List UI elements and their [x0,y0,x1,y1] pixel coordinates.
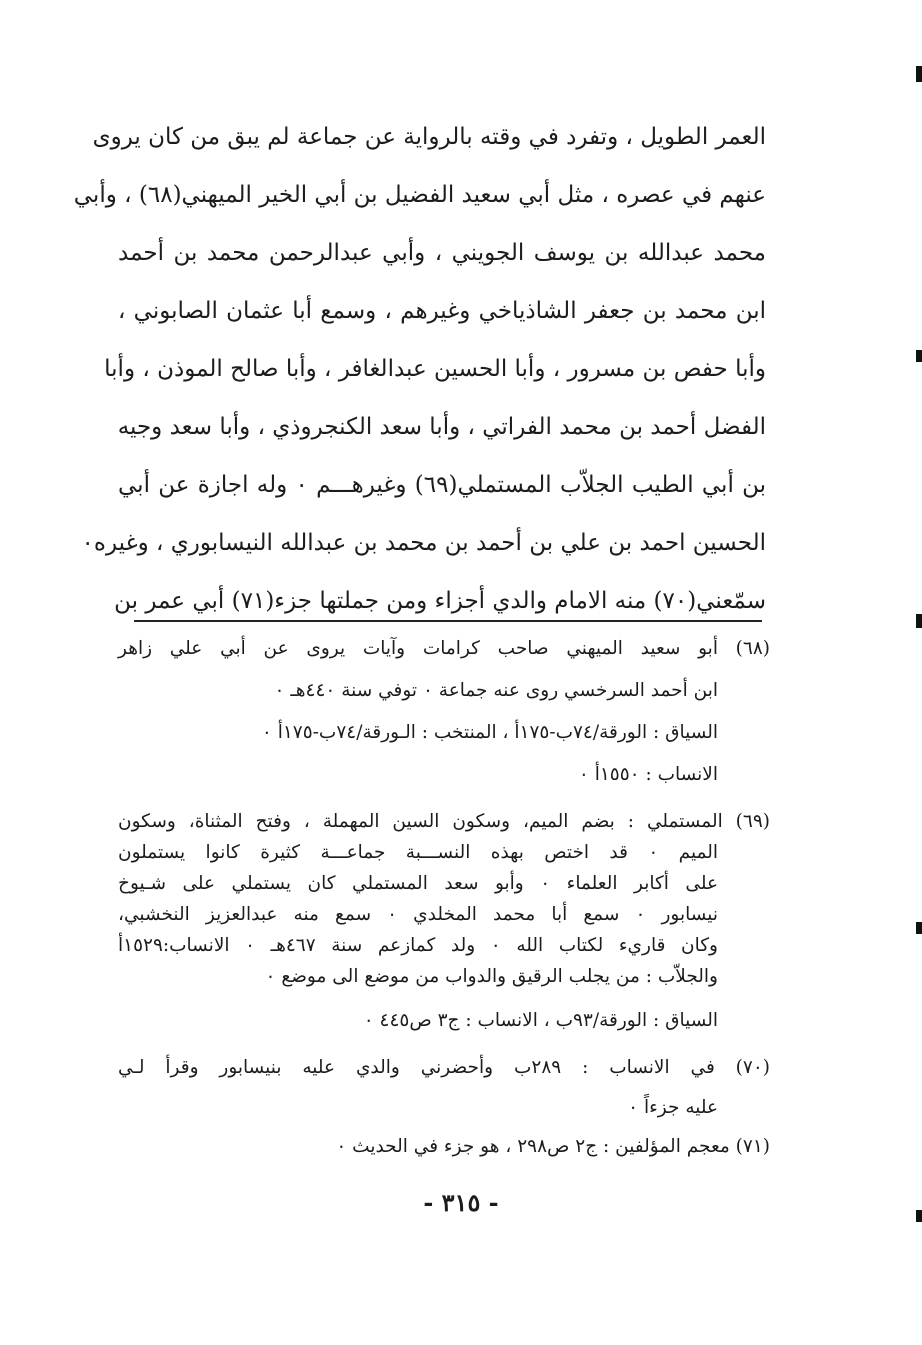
main-text [73,108,767,630]
footnote-71 [118,1128,770,1166]
text-line: سمّعني(٧٠) منه الامام والدي أجزاء ومن جملتها جزء(٧١) أبي عمر بن [114,588,766,614]
footnote-line: وكان قاريء لكتاب الله ٠ ولد كمازعم سنة ٤٦٧هـ ٠ الانساب:١٥٢٩أ [118,935,718,956]
footnote-68 [118,628,770,796]
footnote-line: على أكابر العلماء ٠ وأبو سعد المستملي كان يستملي على شـيوخ [118,873,718,894]
text-line: ابن محمد بن جعفر الشاذياخي وغيرهم ، وسمع أبا عثمان الصابوني ، [118,298,766,324]
footnote-line: (٧٠) في الانساب : ٢٨٩ب وأحضرني والدي عليه بنيسابور وقرأ لـي [118,1057,770,1078]
footnote-line: عليه جزءاً ٠ [628,1097,718,1118]
footnote-separator [134,620,762,622]
footnote-line: (٧١) معجم المؤلفين : ج٢ ص٢٩٨ ، هو جزء في الحديث ٠ [336,1136,770,1157]
footnote-line: (٦٨) أبو سعيد الميهني صاحب كرامات وآيات يروى عن أبي علي زاهر [118,638,770,659]
text-line: عنهم في عصره ، مثل أبي سعيد الفضيل بن أبي الخير الميهني(٦٨) ، وأبي [73,182,766,208]
footnote-70 [118,1048,770,1128]
footnote-line: والجلاّب : من يجلب الرقيق والدواب من موضع الى موضع ٠ [265,966,718,987]
scan-edge-mark [916,922,922,934]
footnotes [118,628,770,1166]
footnote-line: (٦٩) المستملي : بضم الميم، وسكون السين المهملة ، وفتح المثناة، وسكون [118,811,770,832]
text-line: وأبا حفص بن مسرور ، وأبا الحسين عبدالغافر ، وأبا صالح الموذن ، وأبا [104,356,766,382]
text-line: بن أبي الطيب الجلاّب المستملي(٦٩) وغيرهـــم ٠ وله اجازة عن أبي [118,472,767,498]
text-line: محمد عبدالله بن يوسف الجويني ، وأبي عبدالرحمن محمد بن أحمد [118,240,766,266]
footnote-line: الميم ٠ قد اختص بهذه النســـبة جماعـــة كثيرة كانوا يستملون [118,842,718,863]
scan-edge-mark [916,614,922,628]
footnote-line: الانساب : ١٥٥٠أ ٠ [578,764,718,785]
page-number: - ٣١٥ - [423,1188,499,1217]
text-line: العمر الطويل ، وتفرد في وقته بالرواية عن جماعة لم يبق من كان يروى [92,124,766,150]
scan-edge-mark [916,350,922,362]
footnote-69 [118,806,770,1040]
scan-edge-mark [916,1210,922,1222]
scan-edge-mark [916,66,922,82]
footnote-line: ابن أحمد السرخسي روى عنه جماعة ٠ توفي سنة ٤٤٠هـ ٠ [274,680,718,701]
footnote-line: السياق : الورقة/٩٣ب ، الانساب : ج٣ ص٤٤٥ ٠ [363,1010,718,1031]
text-line: الفضل أحمد بن محمد الفراتي ، وأبا سعد الكنجروذي ، وأبا سعد وجيه [117,414,766,440]
footnote-line: السياق : الورقة/٧٤ب-١٧٥أ ، المنتخب : الـورقة/٧٤ب-١٧٥أ ٠ [261,722,718,743]
text-line: الحسين احمد بن علي بن أحمد بن محمد بن عبدالله النيسابوري ، وغيره٠ [81,530,766,556]
footnote-line: نيسابور ٠ سمع أبا محمد المخلدي ٠ سمع منه عبدالعزيز النخشبي، [118,904,718,925]
